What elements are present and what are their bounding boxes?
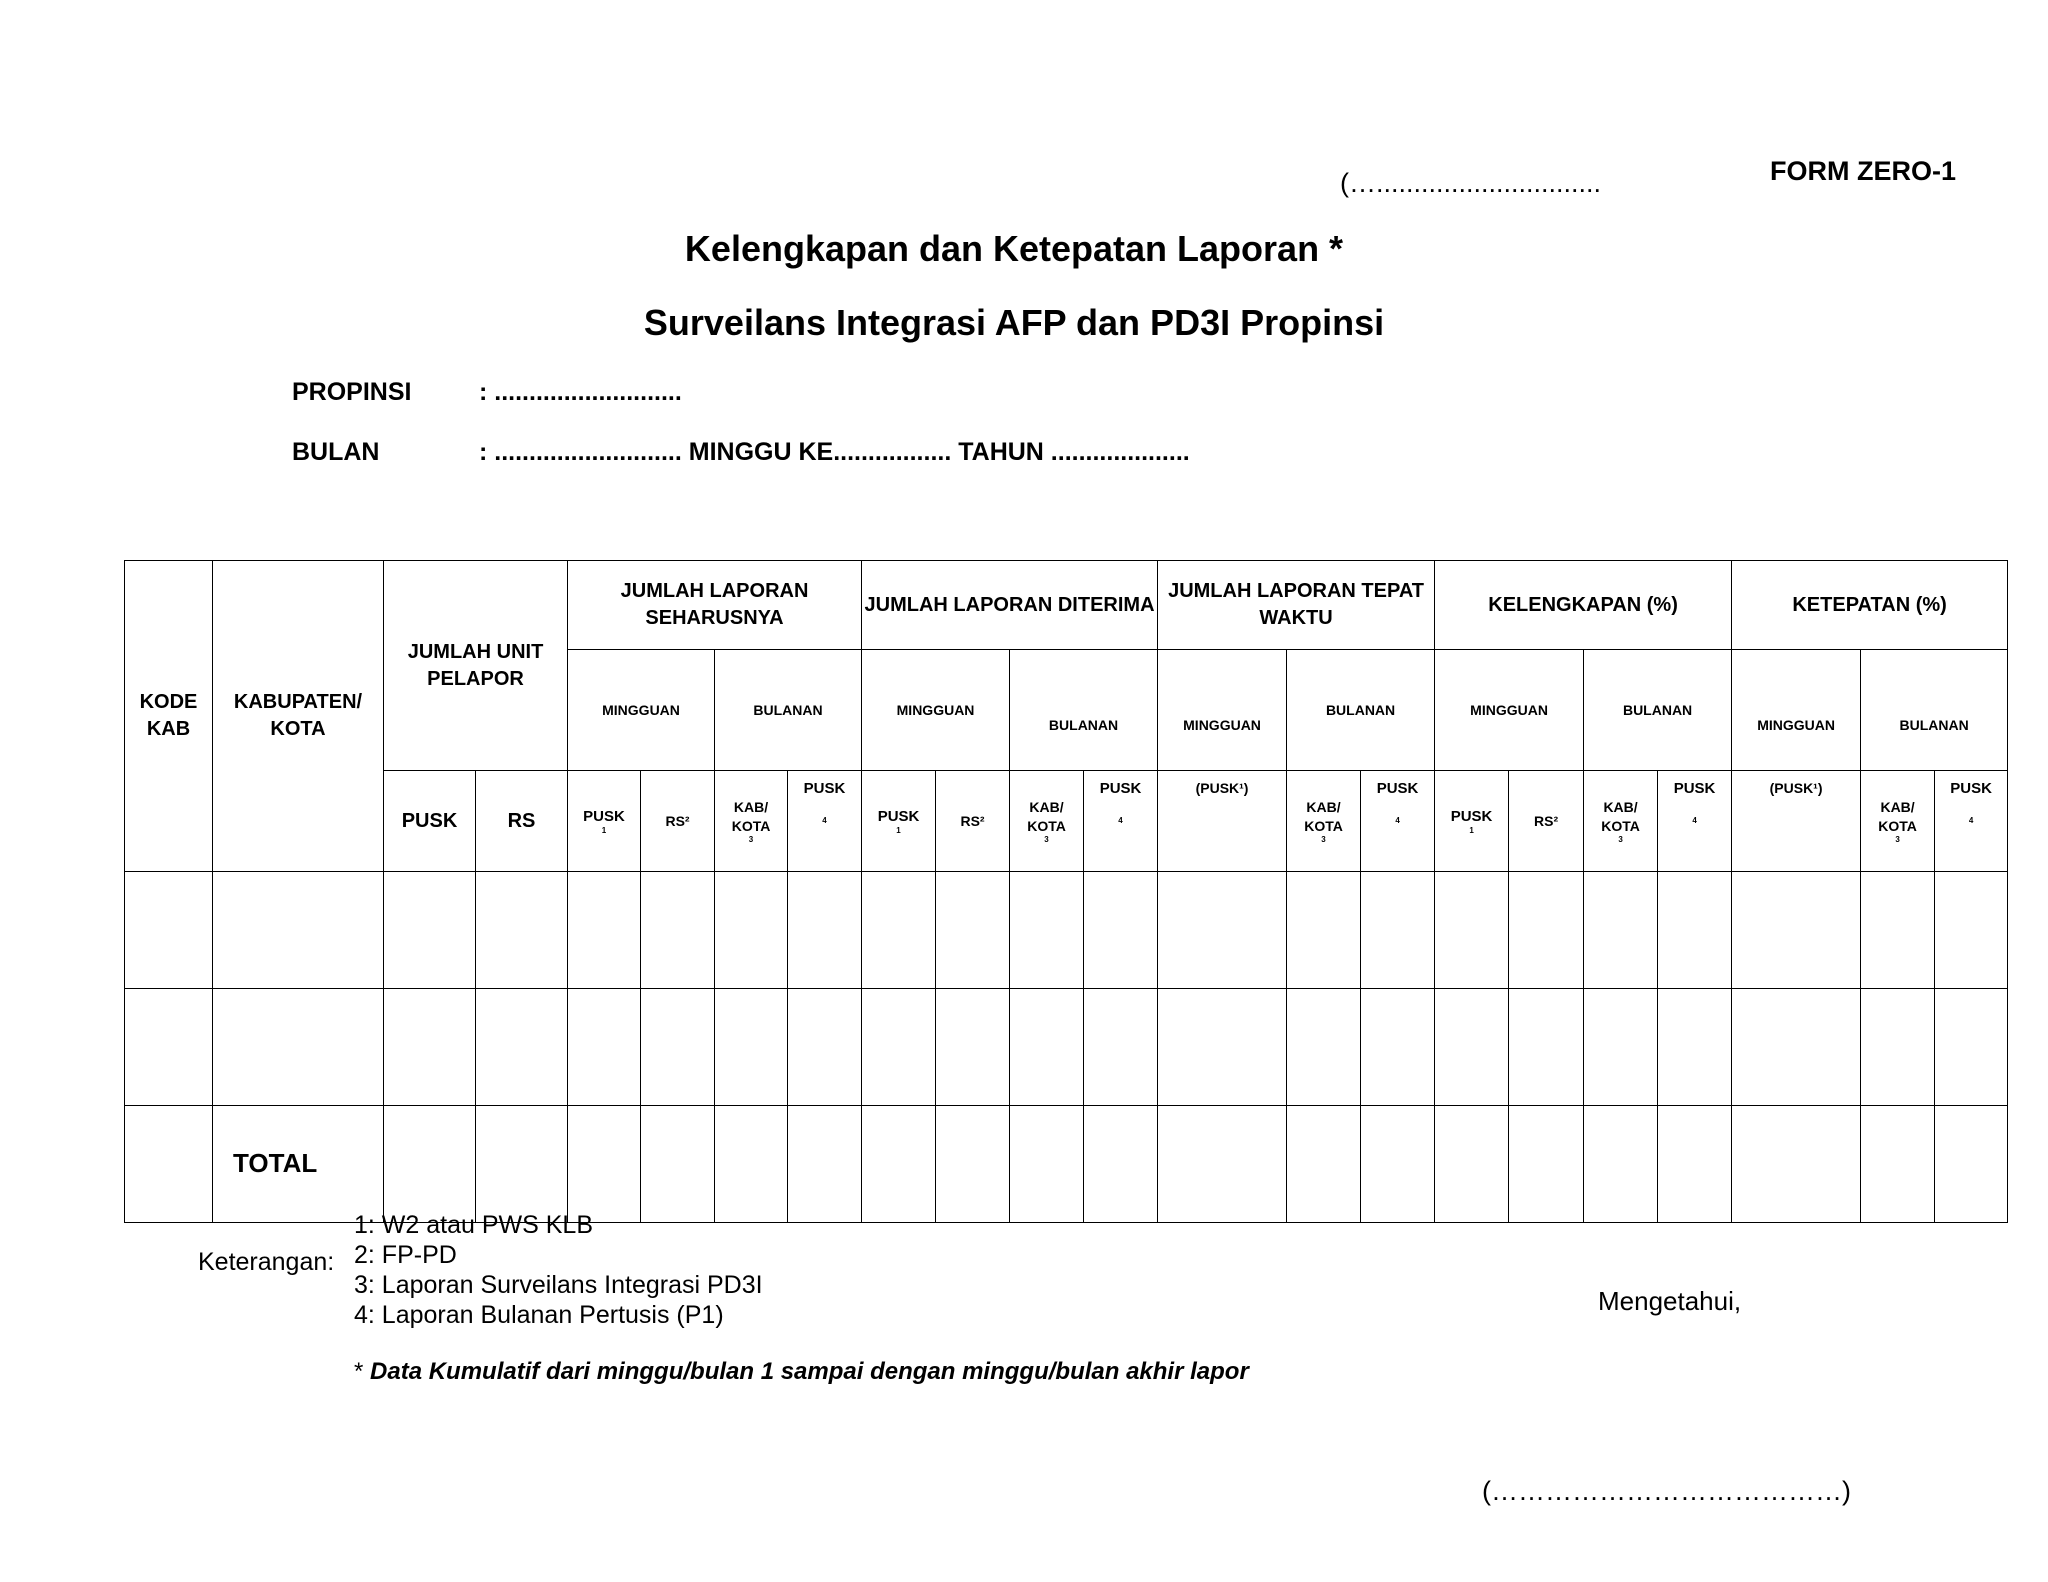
table-cell[interactable] bbox=[1010, 872, 1084, 989]
seharusnya-pusk4: PUSK 4 bbox=[788, 771, 862, 872]
form-code: FORM ZERO-1 bbox=[1770, 156, 1956, 186]
table-cell[interactable] bbox=[476, 1106, 568, 1223]
table-cell[interactable] bbox=[1361, 872, 1435, 989]
table-cell[interactable] bbox=[1509, 989, 1584, 1106]
table-row bbox=[125, 872, 2008, 989]
table-cell[interactable] bbox=[788, 1106, 862, 1223]
ketepatan-bulanan: BULANAN bbox=[1861, 650, 2008, 771]
kabupaten-kota-header: KABUPATEN/ KOTA bbox=[213, 561, 384, 872]
kelengkapan-pusk4: PUSK 4 bbox=[1658, 771, 1732, 872]
table-cell[interactable] bbox=[1435, 872, 1509, 989]
table-cell[interactable] bbox=[213, 872, 384, 989]
diterima-header: JUMLAH LAPORAN DITERIMA bbox=[862, 561, 1158, 650]
table-cell[interactable] bbox=[862, 989, 936, 1106]
table-cell[interactable] bbox=[1361, 989, 1435, 1106]
pusk-header: PUSK bbox=[384, 771, 476, 872]
table-cell[interactable] bbox=[641, 872, 715, 989]
diterima-rs2: RS² bbox=[936, 771, 1010, 872]
table-cell[interactable] bbox=[1010, 1106, 1084, 1223]
table-cell[interactable] bbox=[1658, 989, 1732, 1106]
mengetahui-label: Mengetahui, bbox=[1598, 1286, 1742, 1316]
table-cell[interactable] bbox=[1287, 872, 1361, 989]
table-cell[interactable] bbox=[936, 989, 1010, 1106]
seharusnya-pusk1: PUSK 1 bbox=[568, 771, 641, 872]
seharusnya-mingguan: MINGGUAN bbox=[568, 650, 715, 771]
header-row-1 bbox=[125, 561, 2008, 650]
tepat-waktu-pusk1: (PUSK¹) bbox=[1158, 771, 1287, 872]
kelengkapan-kabkota3: KAB/ KOTA 3 bbox=[1584, 771, 1658, 872]
table-cell[interactable] bbox=[476, 872, 568, 989]
table-cell[interactable] bbox=[862, 872, 936, 989]
table-cell[interactable] bbox=[1732, 872, 1861, 989]
table-cell[interactable] bbox=[1658, 872, 1732, 989]
table-cell[interactable] bbox=[1935, 1106, 2008, 1223]
table-cell[interactable] bbox=[568, 989, 641, 1106]
table-row bbox=[125, 989, 2008, 1106]
footnote-star: * bbox=[354, 1358, 371, 1385]
table-cell[interactable] bbox=[715, 989, 788, 1106]
table-cell[interactable] bbox=[1732, 1106, 1861, 1223]
kelengkapan-pusk1: PUSK 1 bbox=[1435, 771, 1509, 872]
table-cell[interactable] bbox=[476, 989, 568, 1106]
table-cell[interactable] bbox=[1084, 989, 1158, 1106]
table-cell[interactable] bbox=[1732, 989, 1861, 1106]
total-label: TOTAL bbox=[213, 1106, 384, 1223]
footnote-text: Data Kumulatif dari minggu/bulan 1 sampai dengan minggu/bulan akhir lapor bbox=[370, 1358, 1249, 1385]
table-cell[interactable] bbox=[384, 872, 476, 989]
keterangan-label: Keterangan: bbox=[198, 1248, 335, 1276]
table-cell[interactable] bbox=[1658, 1106, 1732, 1223]
tepat-waktu-header: JUMLAH LAPORAN TEPAT WAKTU bbox=[1158, 561, 1435, 650]
tepat-waktu-pusk4: PUSK 4 bbox=[1361, 771, 1435, 872]
bulan-label: BULAN bbox=[292, 438, 380, 466]
bulan-row bbox=[292, 438, 1190, 467]
jumlah-unit-pelapor-header: JUMLAH UNIT PELAPOR bbox=[384, 561, 568, 771]
tepat-waktu-kabkota3: KAB/ KOTA 3 bbox=[1287, 771, 1361, 872]
diterima-bulanan: BULANAN bbox=[1010, 650, 1158, 771]
table-cell[interactable] bbox=[788, 872, 862, 989]
table-cell[interactable] bbox=[715, 1106, 788, 1223]
table-cell[interactable] bbox=[1861, 872, 1935, 989]
propinsi-row bbox=[292, 378, 682, 407]
seharusnya-header: JUMLAH LAPORAN SEHARUSNYA bbox=[568, 561, 862, 650]
table-cell[interactable] bbox=[1861, 989, 1935, 1106]
table-cell[interactable] bbox=[1084, 1106, 1158, 1223]
table-cell[interactable] bbox=[384, 1106, 476, 1223]
ketepatan-pusk1: (PUSK¹) bbox=[1732, 771, 1861, 872]
kode-kab-header: KODE KAB bbox=[125, 561, 213, 872]
header-dots: (….............................. bbox=[1340, 168, 1602, 198]
ketepatan-kabkota3: KAB/ KOTA 3 bbox=[1861, 771, 1935, 872]
table-cell[interactable] bbox=[125, 989, 213, 1106]
table-cell[interactable] bbox=[1158, 872, 1287, 989]
total-row bbox=[125, 1106, 2008, 1223]
kelengkapan-mingguan: MINGGUAN bbox=[1435, 650, 1584, 771]
propinsi-value: : ........................... bbox=[479, 378, 682, 406]
table-cell[interactable] bbox=[1935, 989, 2008, 1106]
tepat-waktu-bulanan: BULANAN bbox=[1287, 650, 1435, 771]
ketepatan-header: KETEPATAN (%) bbox=[1732, 561, 2008, 650]
page-title: Kelengkapan dan Ketepatan Laporan * bbox=[684, 228, 1344, 269]
table-cell[interactable] bbox=[641, 1106, 715, 1223]
table-cell[interactable] bbox=[1435, 1106, 1509, 1223]
seharusnya-bulanan: BULANAN bbox=[715, 650, 862, 771]
table-cell[interactable] bbox=[1158, 1106, 1287, 1223]
table-cell[interactable] bbox=[1287, 989, 1361, 1106]
page-subtitle: Surveilans Integrasi AFP dan PD3I Propinsi bbox=[643, 302, 1385, 343]
table-cell[interactable] bbox=[213, 989, 384, 1106]
table-cell[interactable] bbox=[641, 989, 715, 1106]
table-cell[interactable] bbox=[1158, 989, 1287, 1106]
bulan-value: : ........................... MINGGU KE................. TAHUN .................... bbox=[479, 438, 1190, 466]
table-cell[interactable] bbox=[568, 1106, 641, 1223]
table-cell[interactable] bbox=[1435, 989, 1509, 1106]
table-cell[interactable] bbox=[862, 1106, 936, 1223]
table-cell[interactable] bbox=[1287, 1106, 1361, 1223]
seharusnya-kabkota3: KAB/ KOTA 3 bbox=[715, 771, 788, 872]
seharusnya-rs2: RS² bbox=[641, 771, 715, 872]
table-cell[interactable] bbox=[936, 872, 1010, 989]
diterima-pusk4: PUSK 4 bbox=[1084, 771, 1158, 872]
table-cell[interactable] bbox=[788, 989, 862, 1106]
note-item: 1: W2 atau PWS KLB bbox=[354, 1211, 593, 1239]
propinsi-label: PROPINSI bbox=[292, 378, 412, 406]
signature-line: (…………………………………) bbox=[1482, 1476, 1851, 1506]
table-cell[interactable] bbox=[1010, 989, 1084, 1106]
kelengkapan-bulanan: BULANAN bbox=[1584, 650, 1732, 771]
table-cell[interactable] bbox=[1084, 872, 1158, 989]
ketepatan-pusk4: PUSK 4 bbox=[1935, 771, 2008, 872]
table-cell[interactable] bbox=[125, 1106, 213, 1223]
header-row-3 bbox=[125, 771, 2008, 872]
table-cell[interactable] bbox=[1584, 989, 1658, 1106]
report-table bbox=[124, 560, 2008, 1223]
table-cell[interactable] bbox=[715, 872, 788, 989]
table-cell[interactable] bbox=[1509, 1106, 1584, 1223]
table-cell[interactable] bbox=[125, 872, 213, 989]
kelengkapan-rs2: RS² bbox=[1509, 771, 1584, 872]
kelengkapan-header: KELENGKAPAN (%) bbox=[1435, 561, 1732, 650]
note-item: 4: Laporan Bulanan Pertusis (P1) bbox=[354, 1301, 724, 1329]
notes-list bbox=[354, 1210, 763, 1330]
note-item: 2: FP-PD bbox=[354, 1241, 457, 1269]
table-cell[interactable] bbox=[384, 989, 476, 1106]
table-cell[interactable] bbox=[1509, 872, 1584, 989]
diterima-pusk1: PUSK 1 bbox=[862, 771, 936, 872]
tepat-waktu-mingguan: MINGGUAN bbox=[1158, 650, 1287, 771]
table-cell[interactable] bbox=[936, 1106, 1010, 1223]
table-cell[interactable] bbox=[1361, 1106, 1435, 1223]
diterima-kabkota3: KAB/ KOTA 3 bbox=[1010, 771, 1084, 872]
table-cell[interactable] bbox=[1584, 872, 1658, 989]
table-cell[interactable] bbox=[1935, 872, 2008, 989]
ketepatan-mingguan: MINGGUAN bbox=[1732, 650, 1861, 771]
table-cell[interactable] bbox=[568, 872, 641, 989]
table-cell[interactable] bbox=[1584, 1106, 1658, 1223]
note-item: 3: Laporan Surveilans Integrasi PD3I bbox=[354, 1271, 763, 1299]
rs-header: RS bbox=[476, 771, 568, 872]
diterima-mingguan: MINGGUAN bbox=[862, 650, 1010, 771]
table-cell[interactable] bbox=[1861, 1106, 1935, 1223]
footnote bbox=[354, 1358, 1249, 1386]
